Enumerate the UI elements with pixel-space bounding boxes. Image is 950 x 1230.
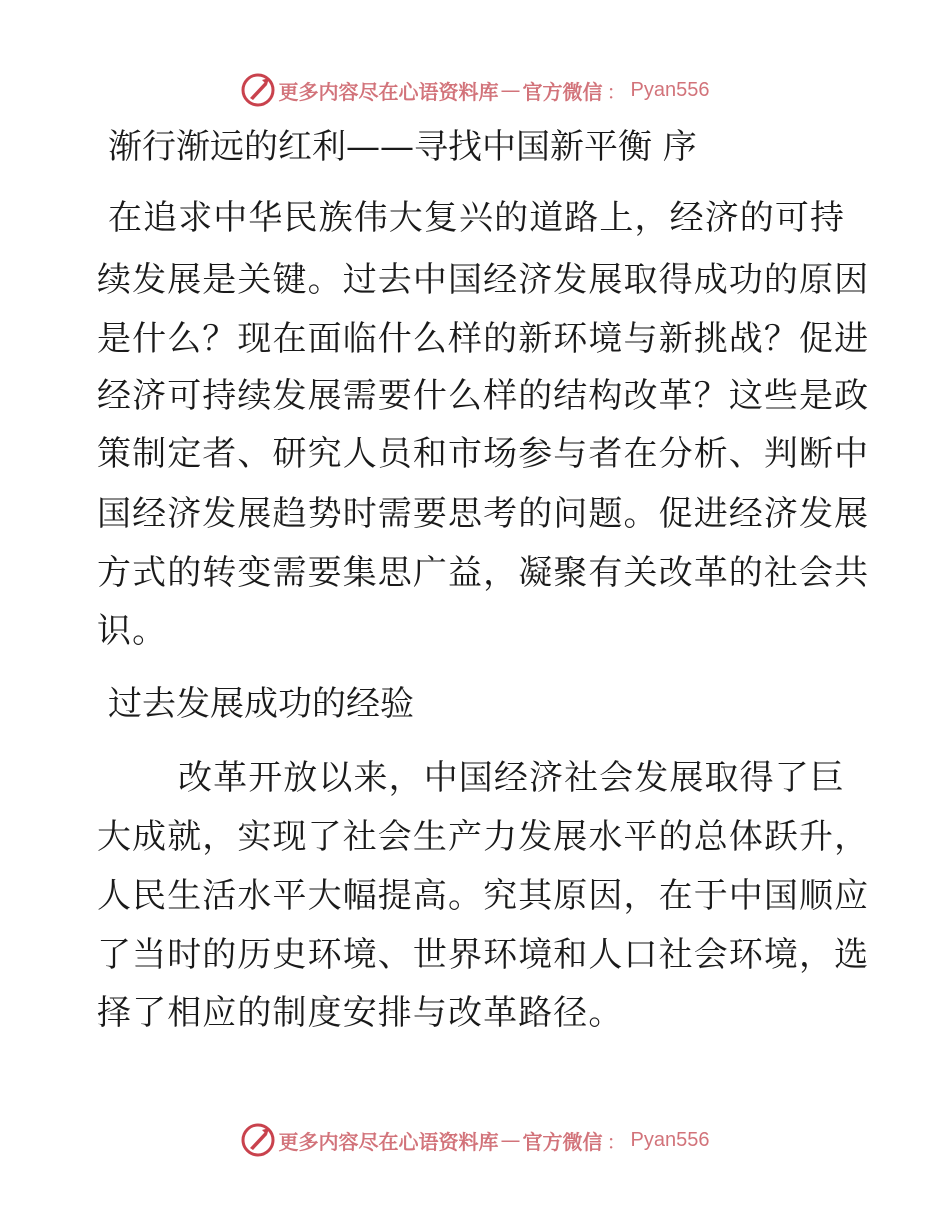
intro-line: 在追求中华民族伟大复兴的道路上，经济的可持 (108, 198, 846, 238)
quill-logo-icon (241, 1123, 275, 1157)
banner-text: 更多内容尽在心语资料库 (278, 1129, 499, 1154)
banner-text: 更多内容尽在心语资料库 (278, 79, 499, 104)
banner-dash: — (500, 78, 521, 102)
intro-line: 国经济发展趋势时需要思考的问题。促进经济发展 (97, 494, 870, 534)
quill-logo-icon (241, 73, 275, 107)
banner-wechat-id: Pyan556 (630, 78, 710, 101)
document-title: 渐行渐远的红利——寻找中国新平衡 序 (108, 127, 697, 167)
header-watermark-banner (0, 70, 950, 110)
footer-watermark-banner (0, 1120, 950, 1160)
banner-wechat-label: 官方微信 (522, 79, 603, 104)
intro-line: 经济可持续发展需要什么样的结构改革？这些是政 (97, 376, 870, 416)
intro-line: 策制定者、研究人员和市场参与者在分析、判断中 (97, 434, 870, 474)
section-line: 大成就，实现了社会生产力发展水平的总体跃升， (97, 817, 870, 857)
section-line: 改革开放以来，中国经济社会发展取得了巨 (178, 758, 845, 798)
banner-dash: — (500, 1128, 521, 1152)
section-line: 人民生活水平大幅提高。究其原因，在于中国顺应 (97, 876, 870, 916)
intro-line: 识。 (97, 611, 168, 651)
banner-separator: ： (606, 79, 627, 104)
banner-wechat-id: Pyan556 (630, 1128, 710, 1151)
section-heading: 过去发展成功的经验 (108, 684, 414, 724)
banner-separator: ： (606, 1129, 627, 1154)
section-line: 择了相应的制度安排与改革路径。 (97, 993, 624, 1033)
intro-line: 是什么？现在面临什么样的新环境与新挑战？促进 (97, 319, 870, 359)
banner-wechat-label: 官方微信 (522, 1129, 603, 1154)
section-line: 了当时的历史环境、世界环境和人口社会环境，选 (97, 935, 870, 975)
intro-line: 续发展是关键。过去中国经济发展取得成功的原因 (97, 260, 870, 300)
intro-line: 方式的转变需要集思广益，凝聚有关改革的社会共 (97, 553, 870, 593)
